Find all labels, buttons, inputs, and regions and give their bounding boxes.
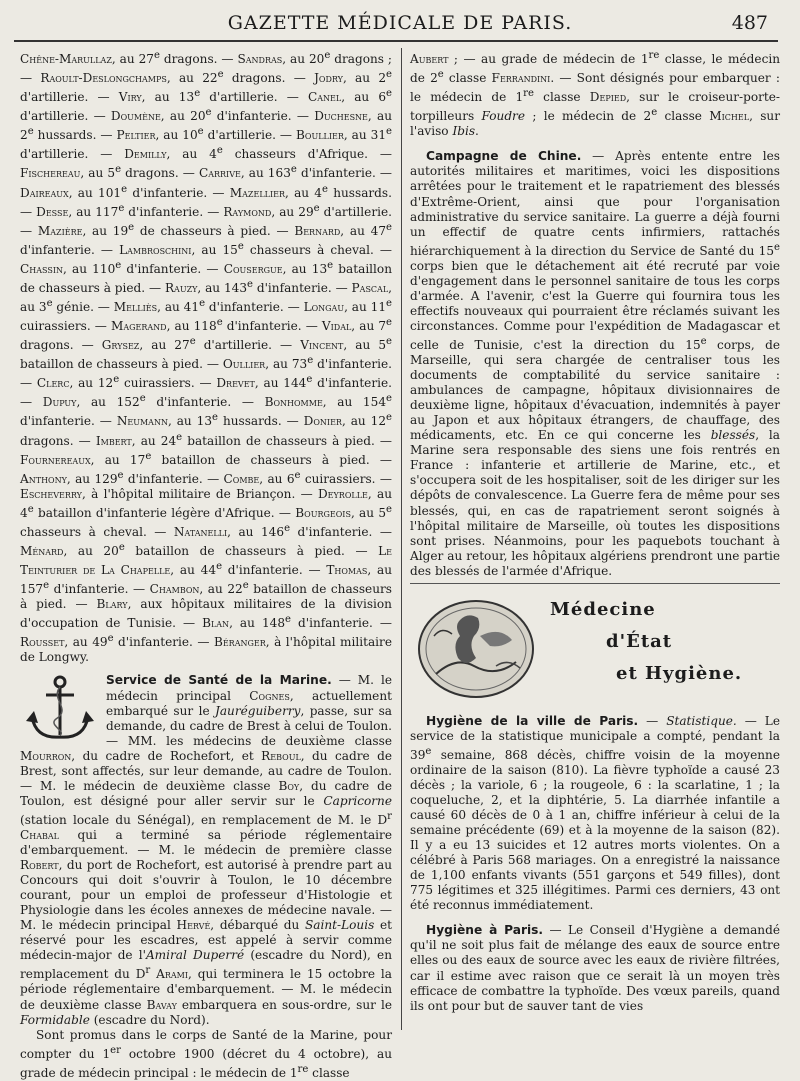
anchor-icon <box>20 673 100 745</box>
hygiene-a-paris-section <box>410 923 780 1013</box>
banner-title-line2: d'État <box>606 630 673 652</box>
chine-text: — Après entente entre les autorités militaires et maritimes, voici les dispositions arrêtées pour le traitement et le rapatriement des blessés d'Extrême-Orient, ainsi que pour l'organisation administrative du service sanitaire. La guerre a déjà fourni un effectif de quatre cents infirmiers, rattachés hiérarchiquement à la direction du Service de Santé du 15e corps bien que le détachement ait été recruté par voie d'engagement dans le personnel sanitaire de tous les corps d'armée. A l'avenir, c'est la Guerre qui fournira tous les effectifs nouveaux qui pourraient être réclamés suivant les circonstances. Comme pour l'expédition de Madagascar et celle de Tunisie, c'est la direction du 15e corps, de Marseille, qui sera chargée de centraliser tous les documents de comptabilité du service sanitaire : ambulances de campagne, hôpitaux divisionnaires de deuxième ligne, hôpitaux d'évacuation, indemnités à payer au Japon et aux hôpitaux étrangers, de chauffage, des médicaments, etc. En ce qui concerne les blessés, la Marine sera responsable des siens une fois rentrés en France : infanterie et artillerie de Marine, etc., et s'occupera soit de les hospitaliser, soit de les diriger sur les dépôts de convalescence. La Guerre fera de même pour ses blessés, qui, en cas de rapatriement seront soignés à l'hôpital militaire de Marseille, où toutes les dispositions sont prises. Néanmoins, pour les paquebots touchant à Alger au retour, les hôpitaux algériens prendront une partie des blessés de l'armée d'Afrique. <box>410 149 780 578</box>
marine-continuation: Aubert ; — au grade de médecin de 1re classe, le médecin de 2e classe Ferrandini. — Sont désignés pour embarquer : le médecin de 1re classe Depied, sur le croiseur-porte-torpilleurs Foudre ; le médecin de 2e classe Michel, sur l'aviso Ibis. <box>410 50 781 139</box>
section-banner <box>410 592 780 708</box>
page-header <box>0 10 800 38</box>
section-rule <box>410 583 780 584</box>
right-column <box>410 48 780 1014</box>
chine-section <box>410 149 780 578</box>
hygiene2-heading: Hygiène à Paris. <box>426 923 544 938</box>
appointment-roster: Chêne-Marullaz, au 27e dragons. — Sandras, au 20e dragons ; — Raoult-Deslongchamps, au 22e dragons. — Jodry, au 2e d'artillerie. — Viry, au 13e d'artillerie. — Canel, au 6e d'artillerie. — Doumène, au 20e d'infanterie. — Duchesne, au 2e hussards. — Peltier, au 10e d'artillerie. — Boullier, au 31e d'artillerie. — Demilly, au 4e chasseurs d'Afrique. — Fischereau, au 5e dragons. — Carrive, au 163e d'infanterie. — Daireaux, au 101e d'infanterie. — Mazellier, au 4e hussards. — Desse, au 117e d'infanterie. — Raymond, au 29e d'artillerie. — Mazière, au 19e de chasseurs à pied. — Bernard, au 47e d'infanterie. — Lambroschini, au 15e chasseurs à cheval. — Chassin, au 110e d'infanterie. — Cousergue, au 13e bataillon de chasseurs à pied. — Rauzy, au 143e d'infanterie. — Pascal, au 3e génie. — Melliès, au 41e d'infanterie. — Longau, au 11e cuirassiers. — Magerand, au 118e d'infanterie. — Vidal, au 7e dragons. — Grysez, au 27e d'artillerie. — Vincent, au 5e bataillon de chasseurs à pied. — Oullier, au 73e d'infanterie. — Clerc, au 12e cuirassiers. — Drevet, au 144e d'infanterie. — Dupuy, au 152e d'infanterie. — Bonhomme, au 154e d'infanterie. — Neumann, au 13e hussards. — Donier, au 12e dragons. — Imbert, au 24e bataillon de chasseurs à pied. — Fournereaux, au 17e bataillon de chasseurs à pied. — Anthony, au 129e d'infanterie. — Combe, au 6e cuirassiers. — Escheverry, à l'hôpital militaire de Briançon. — Deyrolle, au 4e bataillon d'infanterie légère d'Afrique. — Bourgeois, au 5e chasseurs à cheval. — Natanelli, au 146e d'infanterie. — Ménard, au 20e bataillon de chasseurs à pied. — Le Teinturier de La Chapelle, au 44e d'infanterie. — Thomas, au 157e d'infanterie. — Chambon, au 22e bataillon de chasseurs à pied. — Blary, aux hôpitaux militaires de la division d'occupation de Tunisie. — Blan, au 148e d'infanterie. — Rousset, au 49e d'infanterie. — Béranger, à l'hôpital militaire de Longwy. <box>20 50 393 665</box>
banner-title-line3: et Hygiène. <box>616 662 743 684</box>
engraving-vignette-icon <box>416 596 536 702</box>
header-rule <box>14 40 778 42</box>
banner-title-line1: Médecine <box>550 598 656 620</box>
hygiene2-text: — Le Conseil d'Hygiène a demandé qu'il ne soit plus fait de mélange des eaux de source entre elles ou des eaux de source avec les eaux de rivière filtrées, car il estime avec raison que ce serait là un moyen très efficace de combattre la typhoïde. Des vœux pareils, quand ils ont pour but de sauver tant de vies <box>410 923 780 1013</box>
column-divider <box>401 48 402 1030</box>
hygiene-subheading: Statistique. <box>666 713 737 728</box>
marine-heading: Service de Santé de la Marine. <box>106 673 332 688</box>
hygiene-heading: Hygiène de la ville de Paris. <box>426 713 639 728</box>
promotion-text: Sont promus dans le corps de Santé de la Marine, pour compter du 1er octobre 1900 (décret du 4 octobre), au grade de médecin principal : le médecin de 1re classe <box>20 1027 392 1080</box>
hygiene-paris-section: Hygiène de la ville de Paris. — Statistique. — Le service de la statistique municipale a compté, pendant la 39e semaine, 868 décès, chiffre voisin de la moyenne ordinaire de la saison (810). La fièvre typhoïde a causé 23 décès ; la variole, 6 ; la rougeole, 6 : la scarlatine, 1 ; la coqueluche, 2, et la diphtérie, 5. La diarrhée infantile a causé 60 décès de 0 à 1 an, chiffre inférieur à celui de la semaine précédente (69) et à la moyenne de la saison (82). Il y a eu 13 suicides et 12 autres morts violentes. On a célébré à Paris 568 mariages. On a enregistré la naissance de 1,100 enfants vivants (551 garçons et 549 filles), dont 775 légitimes et 325 illégitimes. Parmi ces derniers, 43 ont été reconnus immédiatement. <box>410 713 780 913</box>
marine-section <box>20 673 392 1080</box>
chine-heading: Campagne de Chine. <box>426 149 582 164</box>
left-column <box>20 48 392 1081</box>
page-number: 487 <box>731 12 768 34</box>
journal-title: GAZETTE MÉDICALE DE PARIS. <box>227 12 573 34</box>
hygiene-text: — Le service de la statistique municipale a compté, pendant la 39e semaine, 868 décès, chiffre voisin de la moyenne ordinaire de la saison (810). La fièvre typhoïde a causé 23 décès ; la variole, 6 ; la rougeole, 6 : la scarlatine, 1 ; la coqueluche, 2, et la diphtérie, 5. La diarrhée infantile a causé 60 décès de 0 à 1 an, chiffre inférieur à celui de la semaine précédente (69) et à la moyenne de la saison (82). Il y a eu 13 suicides et 12 autres morts violentes. On a célébré à Paris 568 mariages. On a enregistré la naissance de 1,100 enfants vivants (551 garçons et 549 filles), dont 775 légitimes et 325 illégitimes. Parmi ces derniers, 43 ont été reconnus immédiatement. <box>410 713 780 913</box>
marine-text: — M. le médecin principal Cognes, actuellement embarqué sur le Jauréguiberry, passe, sur sa demande, du cadre de Brest à celui de Toulon. — MM. les médecins de deuxième classe Mourron, du cadre de Rochefort, et Reboul, du cadre de Brest, sont affectés, sur leur demande, au cadre de Toulon. — M. le médecin de deuxième classe Boy, du cadre de Toulon, est désigné pour aller servir sur le Capricorne (station locale du Sénégal), en remplacement de M. le $D^r$ Chabal qui a terminé sa période réglementaire d'embarquement. — M. le médecin de première classe Robert, du port de Rochefort, est autorisé à prendre part au Concours qui doit s'ouvrir à Toulon, le 10 décembre courant, pour un emploi de professeur d'Histologie et Physiologie dans les écoles annexes de médecine navale. — M. le médecin principal Hervé, débarqué du Saint-Louis et réservé pour les escadres, est appelé à servir comme médecin-major de l'Amiral Duperré (escadre du Nord), en remplacement du $D^r$ Arami, qui terminera le 15 octobre la période réglementaire d'embarquement. — M. le médecin de deuxième classe Bavay embarquera en sous-ordre, sur le Formidable (escadre du Nord). <box>20 673 392 1027</box>
